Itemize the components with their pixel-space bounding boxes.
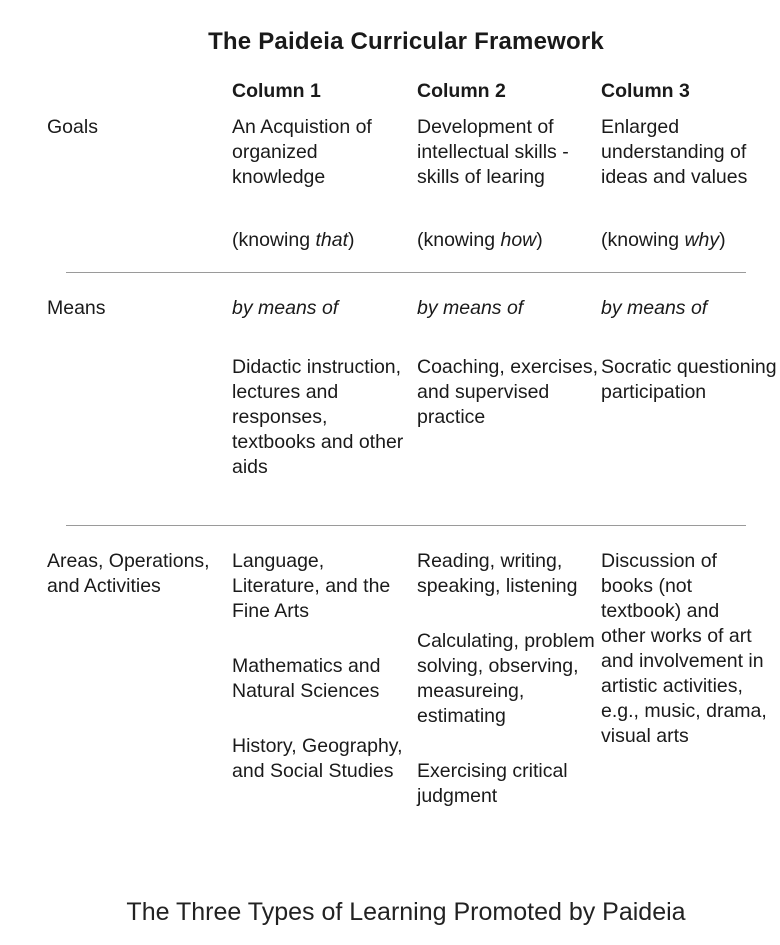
means-c3-lead: by means of bbox=[601, 297, 708, 319]
row-label-means: Means bbox=[47, 297, 106, 319]
areas-c1-item: Mathematics and Natural Sciences bbox=[232, 655, 381, 702]
areas-c3-item: Discussion of books (not textbook) and other works of art and involvement in artistic activities, e.g., music, drama, visual arts bbox=[601, 550, 767, 747]
areas-c2-item: Exercising critical judgment bbox=[417, 760, 568, 807]
goals-c3-knowing bbox=[601, 228, 779, 253]
areas-c2-item: Reading, writing, speaking, listening bbox=[417, 550, 578, 597]
areas-c1-item: History, Geography, and Social Studies bbox=[232, 735, 403, 782]
row-label-goals: Goals bbox=[47, 116, 98, 138]
goals-c2-suffix: ) bbox=[536, 229, 543, 251]
areas-column-2 bbox=[417, 549, 599, 809]
column-2-header: Column 2 bbox=[417, 80, 506, 102]
goals-column-2 bbox=[417, 115, 599, 190]
figure-caption: The Three Types of Learning Promoted by Paideia bbox=[126, 898, 686, 926]
goals-c3-suffix: ) bbox=[719, 229, 726, 251]
goals-c1-suffix: ) bbox=[348, 229, 355, 251]
goals-column-3 bbox=[601, 115, 779, 190]
goals-c2-prefix: (knowing bbox=[417, 229, 501, 251]
framework-title: The Paideia Curricular Framework bbox=[208, 28, 604, 55]
areas-c2-item: Calculating, problem solving, observing, measureing, estimating bbox=[417, 630, 595, 727]
means-column-3 bbox=[601, 296, 779, 405]
goals-c1-text: An Acquistion of organized knowledge bbox=[232, 116, 372, 188]
means-c1-lead: by means of bbox=[232, 297, 339, 319]
areas-column-1 bbox=[232, 549, 414, 784]
means-c3-text: Socratic questioning participation bbox=[601, 356, 777, 403]
goals-c1-prefix: (knowing bbox=[232, 229, 316, 251]
column-3-header: Column 3 bbox=[601, 80, 690, 102]
goals-c1-emph: that bbox=[315, 229, 348, 251]
divider-goals-means bbox=[66, 272, 746, 273]
goals-c2-text: Development of intellectual skills - skills of learing bbox=[417, 116, 569, 188]
goals-column-1 bbox=[232, 115, 414, 190]
means-c2-lead: by means of bbox=[417, 297, 524, 319]
goals-c2-emph: how bbox=[500, 229, 537, 251]
means-c1-text: Didactic instruction, lectures and responses, textbooks and other aids bbox=[232, 356, 404, 478]
divider-means-areas bbox=[66, 525, 746, 526]
goals-c3-emph: why bbox=[684, 229, 720, 251]
means-c2-text: Coaching, exercises, and supervised practice bbox=[417, 356, 599, 428]
row-label-areas: Areas, Operations, and Activities bbox=[47, 550, 210, 597]
areas-column-3 bbox=[601, 549, 769, 749]
goals-c3-prefix: (knowing bbox=[601, 229, 685, 251]
areas-c1-item: Language, Literature, and the Fine Arts bbox=[232, 550, 391, 622]
means-column-1 bbox=[232, 296, 414, 480]
column-1-header: Column 1 bbox=[232, 80, 321, 102]
goals-c2-knowing bbox=[417, 228, 599, 253]
goals-c3-text: Enlarged understanding of ideas and values bbox=[601, 116, 748, 188]
goals-c1-knowing bbox=[232, 228, 414, 253]
means-column-2 bbox=[417, 296, 599, 430]
